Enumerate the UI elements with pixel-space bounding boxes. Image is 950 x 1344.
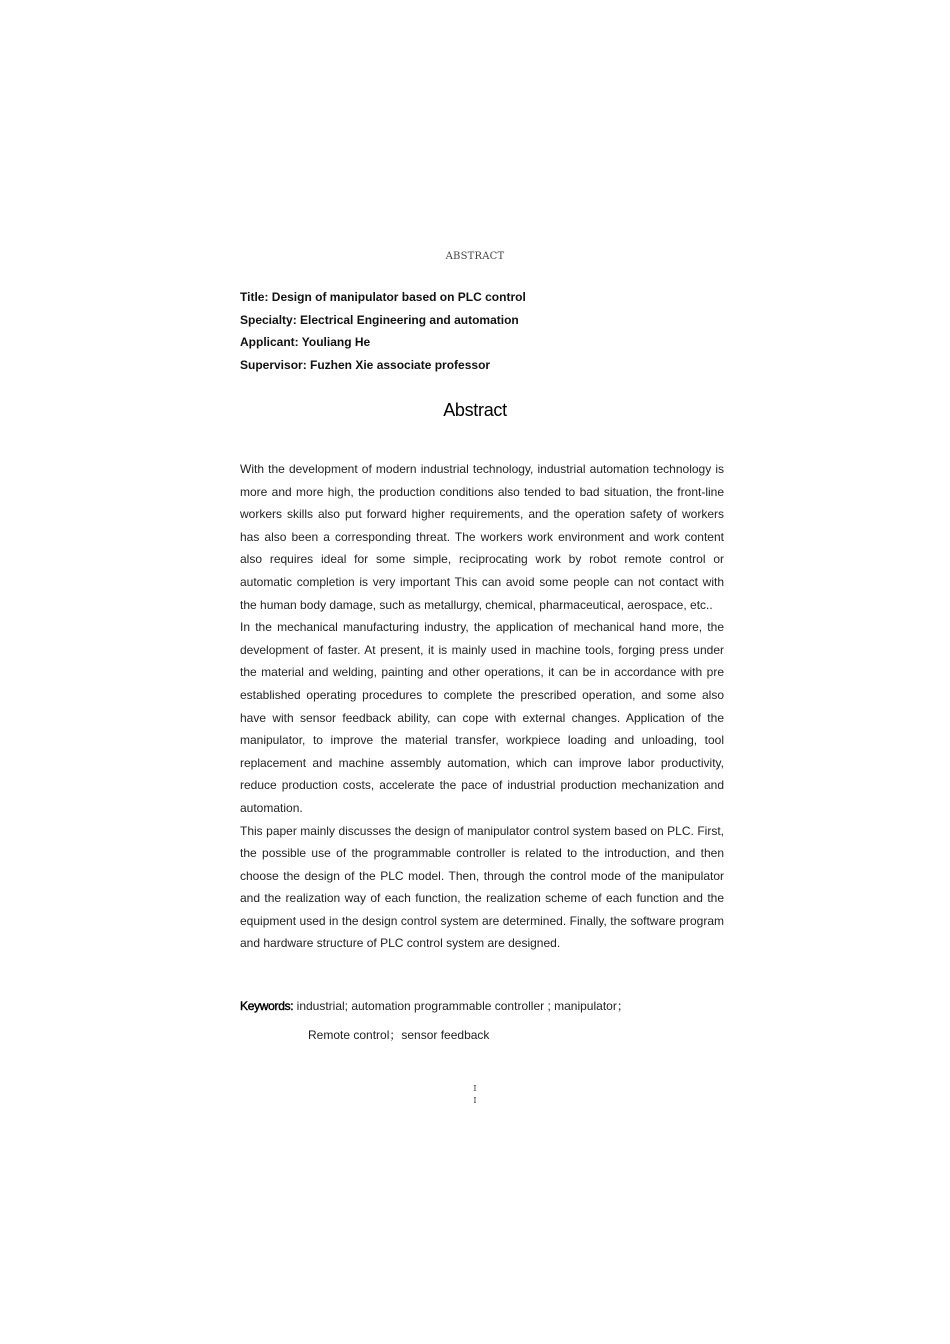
abstract-paragraph-2: In the mechanical manufacturing industry, the application of mechanical hand more, the development of faster. At present, it is mainly used in machine tools, forging press under the material and welding, painting and other operations, it can be in accordance with pre established operating procedures to complete the prescribed operation, and some also have with sensor feedback ability, can cope with external changes. Application of the manipulator, to improve the material transfer, workpiece loading and unloading, tool replacement and machine assembly automation, which can improve labor productivity, reduce production costs, accelerate the pace of industrial production mechanization and automation. [240,620,724,815]
abstract-heading: Abstract [443,400,507,420]
thesis-title: Title: Design of manipulator based on PLC control [240,290,526,304]
page-number [0,1083,950,1107]
abstract-paragraph-1: With the development of modern industrial technology, industrial automation technology is more and more high, the production conditions also tended to bad situation, the front-line workers skills also put forward higher requirements, and the operation safety of workers has also been a corresponding threat. The workers work environment and work content also requires ideal for some simple, reciprocating work by robot remote control or automatic completion is very important This can avoid some people can not contact with the human body damage, such as metallurgy, chemical, pharmaceutical, aerospace, etc.. [240,462,724,612]
page-number-top: I [473,1084,477,1093]
keywords-continuation: Remote control；sensor feedback [308,1028,490,1042]
page-number-bottom: I [473,1096,477,1105]
abstract-paragraph-3: This paper mainly discusses the design of manipulator control system based on PLC. First, the possible use of the programmable controller is related to the introduction, and then choose the design of the PLC model. Then, through the control mode of the manipulator and the realization way of each function, the realization scheme of each function and the equipment used in the design control system are determined. Finally, the software program and hardware structure of PLC control system are designed. [240,823,724,951]
thesis-specialty: Specialty: Electrical Engineering and automation [240,312,519,327]
abstract-body [240,458,724,955]
thesis-metadata [240,286,720,376]
thesis-applicant: Applicant: Youliang He [240,335,371,349]
keywords-list: industrial; automation programmable controller ; manipulator； [293,999,629,1013]
keywords-label: Keywords: [240,999,294,1013]
keywords-line [240,996,724,1016]
running-header: ABSTRACT [445,251,505,262]
thesis-supervisor: Supervisor: Fuzhen Xie associate professor [240,357,491,372]
